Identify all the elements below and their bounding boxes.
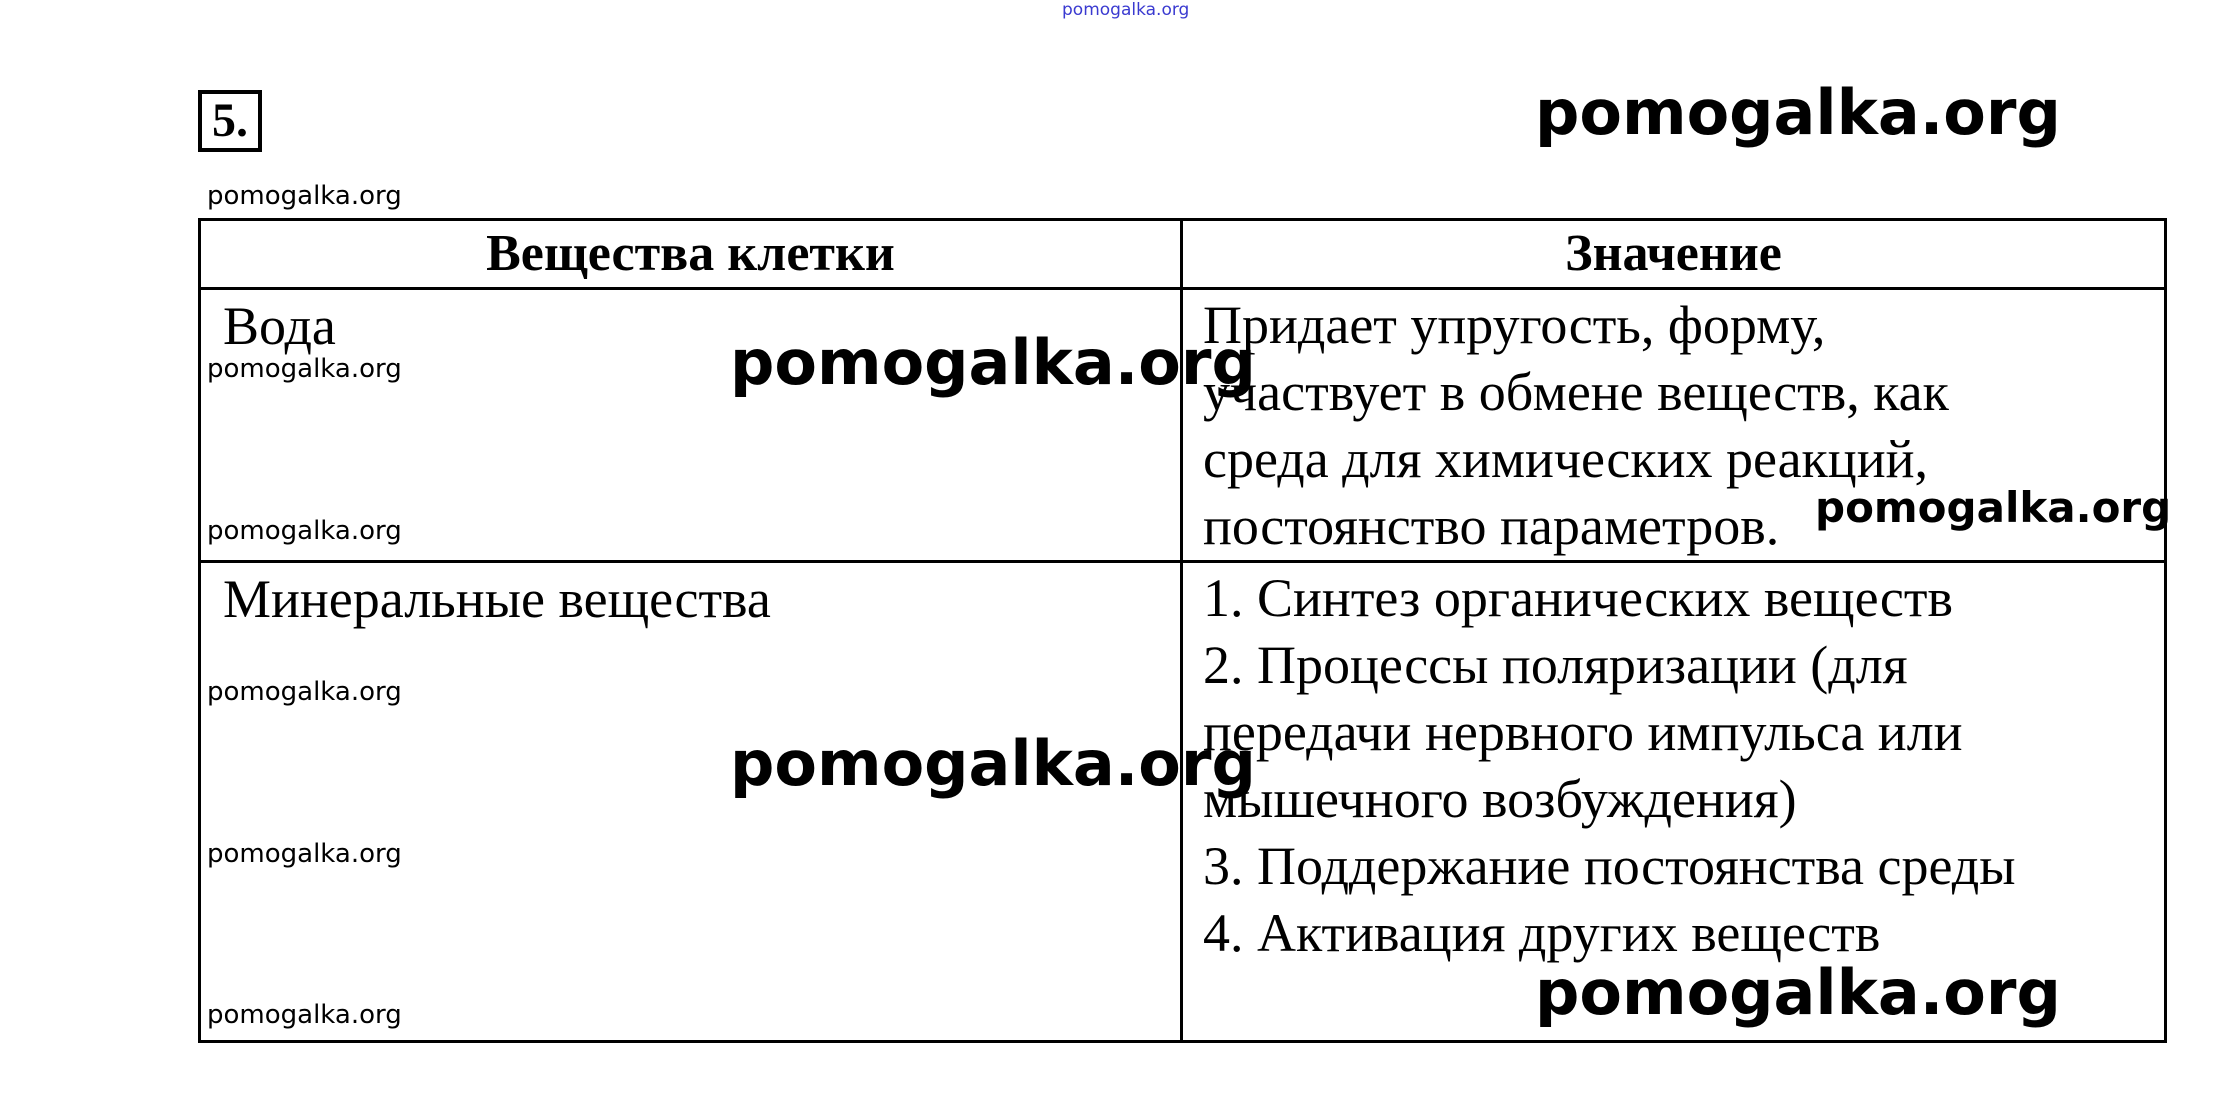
meaning-line: участвует в обмене веществ, как [1203, 362, 1949, 422]
watermark-small: pomogalka.org [207, 1000, 402, 1030]
meaning-line: передачи нервного импульса или [1203, 702, 1963, 762]
task-number-box: 5. [198, 90, 262, 152]
meaning-line: мышечного возбуждения) [1203, 769, 1797, 829]
watermark-small: pomogalka.org [207, 677, 402, 707]
meaning-line: 2. Процессы поляризации (для [1203, 635, 1908, 695]
meaning-line: 1. Синтез органических веществ [1203, 568, 1953, 628]
watermark-large: pomogalka.org [1535, 76, 2061, 149]
meaning-line: 4. Активация других веществ [1203, 903, 1881, 963]
header-substances: Вещества клетки [200, 220, 1182, 289]
meaning-line: постоянство параметров. [1203, 496, 1780, 556]
watermark-small: pomogalka.org [207, 839, 402, 869]
header-meaning: Значение [1182, 220, 2166, 289]
watermark-large: pomogalka.org [730, 326, 1256, 399]
watermark-small: pomogalka.org [207, 354, 402, 384]
watermark-large: pomogalka.org [1535, 956, 2061, 1029]
meaning-line: Придает упругость, форму, [1203, 295, 1826, 355]
watermark-medium: pomogalka.org [1815, 483, 2172, 532]
watermark-small: pomogalka.org [207, 181, 402, 211]
watermark-large: pomogalka.org [730, 727, 1256, 800]
table-header-row [200, 220, 2166, 289]
meaning-line: среда для химических реакций, [1203, 429, 1928, 489]
substance-name: Минеральные вещества [200, 562, 1182, 1042]
watermark-top: pomogalka.org [1062, 0, 1190, 20]
meaning-line: 3. Поддержание постоянства среды [1203, 836, 2016, 896]
watermark-small: pomogalka.org [207, 516, 402, 546]
substance-name: Вода [200, 289, 1182, 562]
